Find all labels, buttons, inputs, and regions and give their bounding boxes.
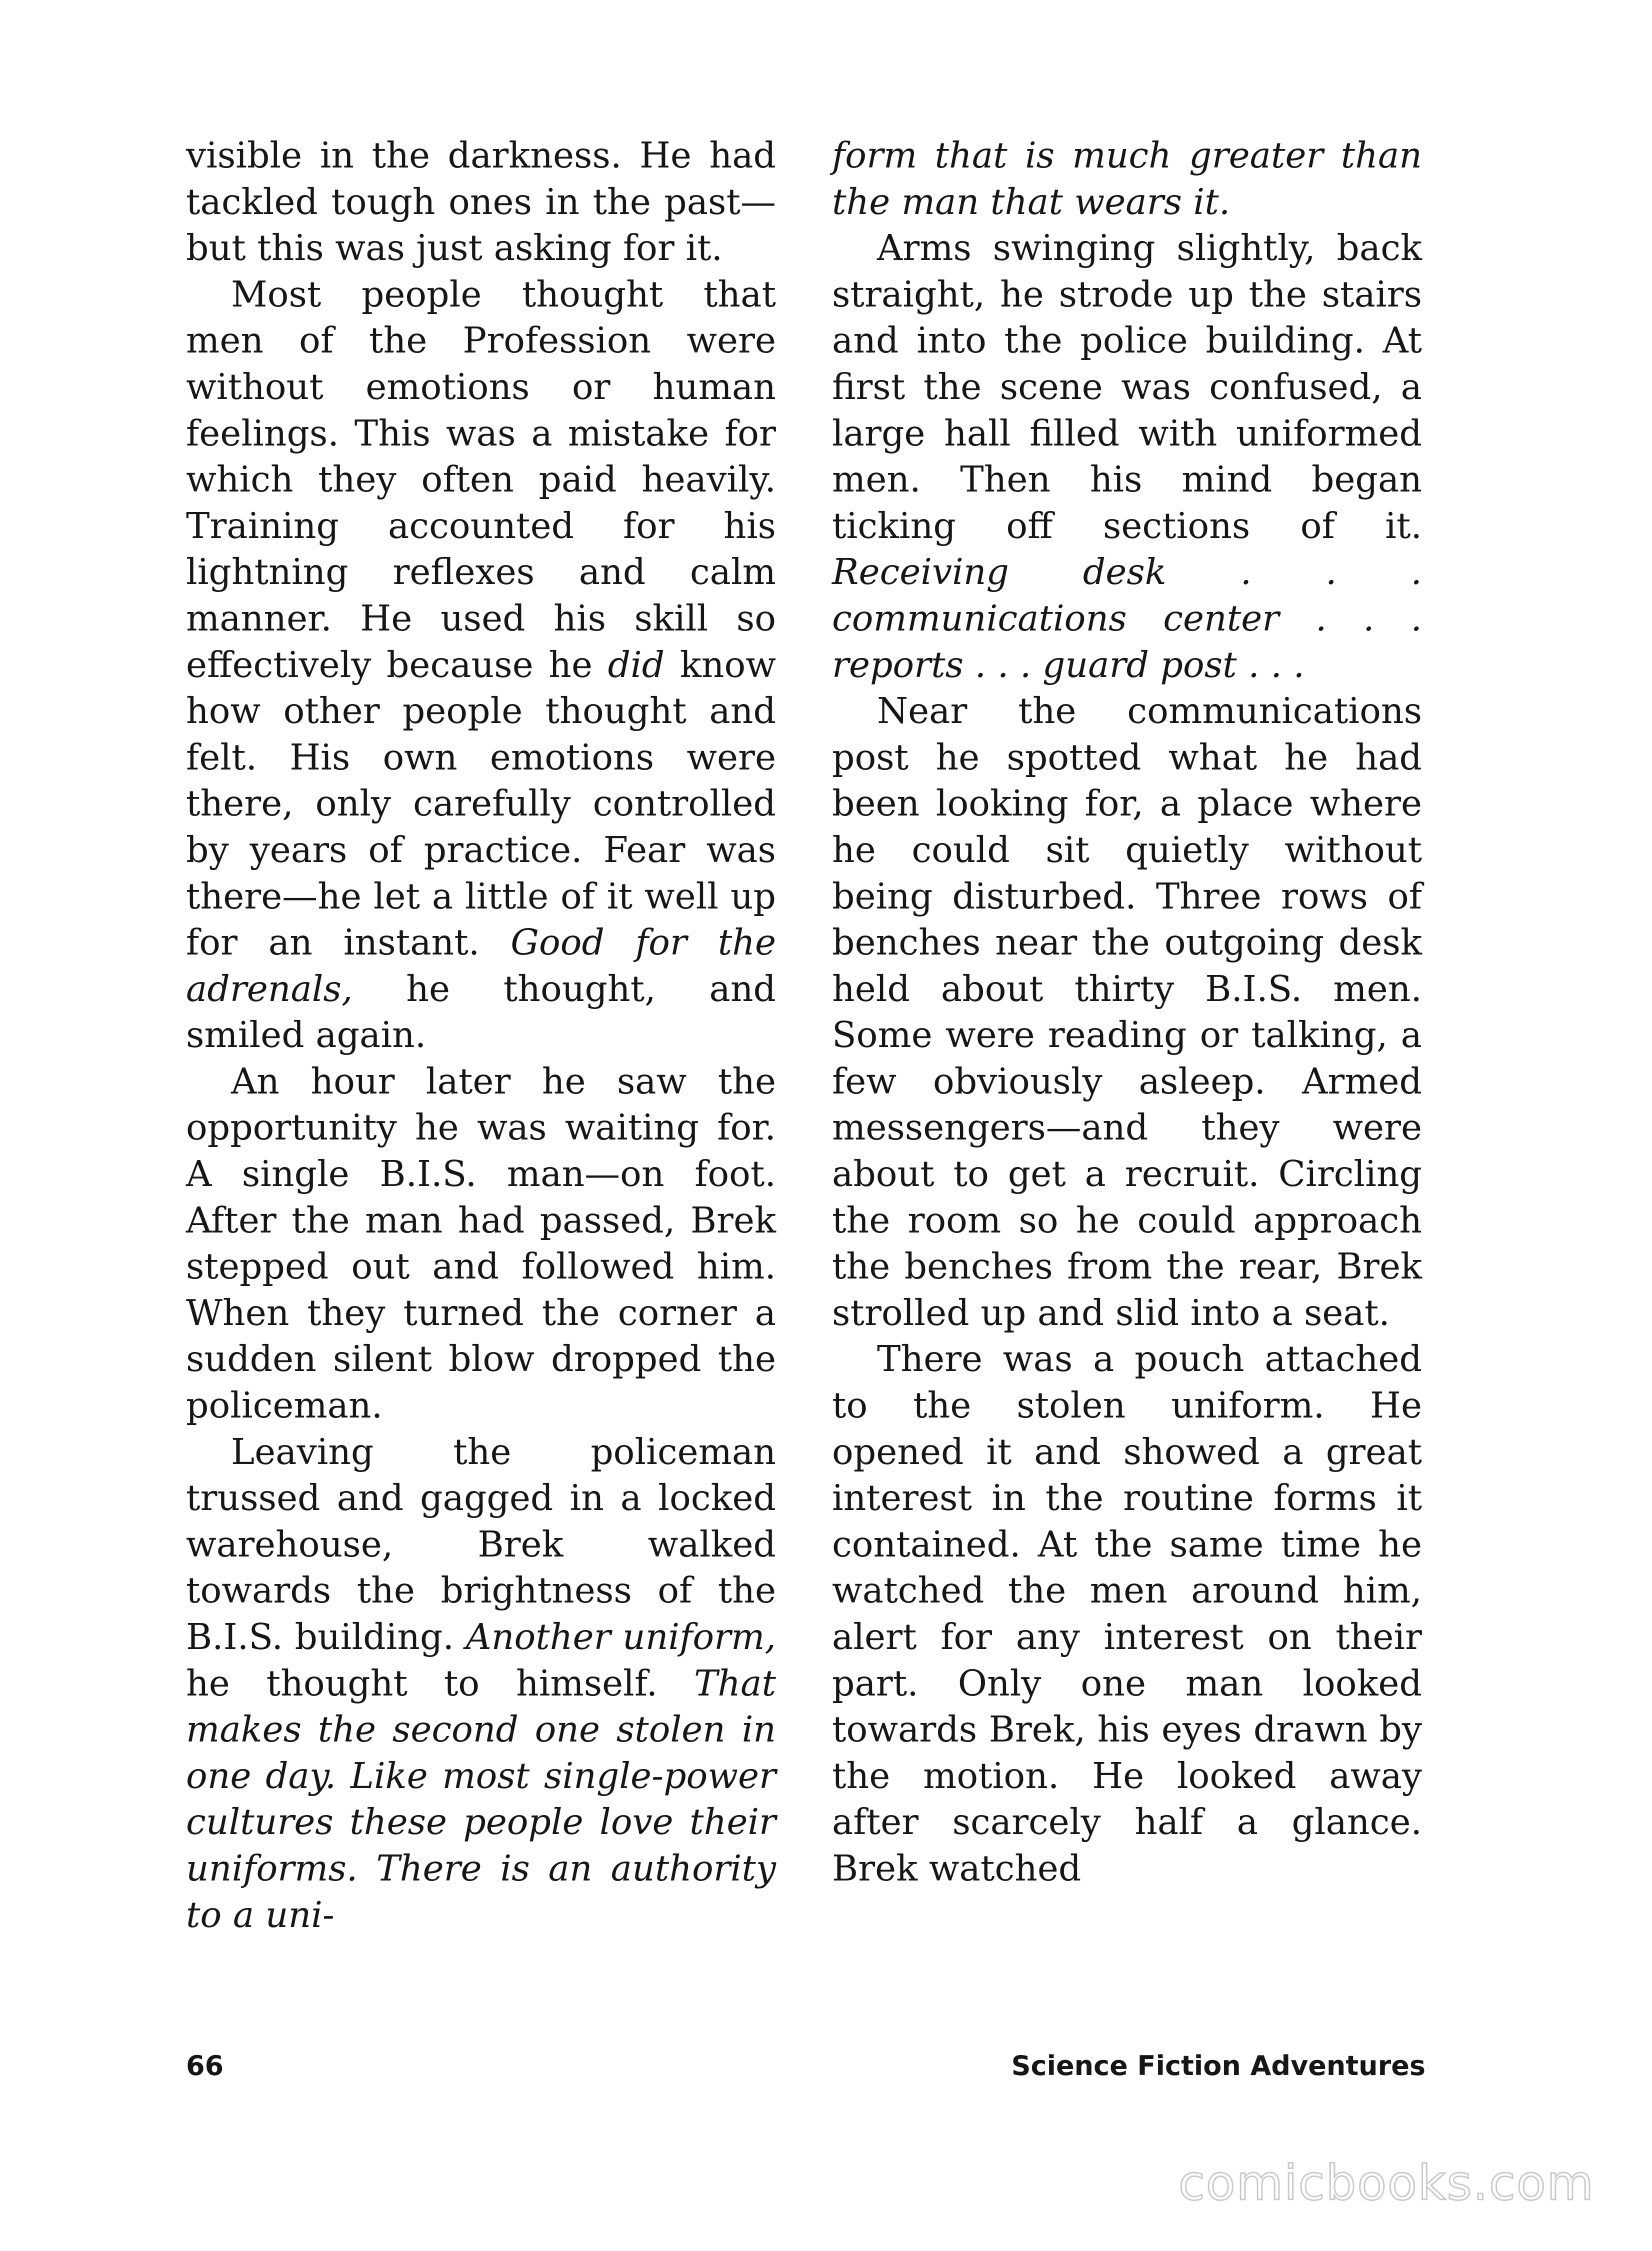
paragraph: Most people thought that men of the Profession were without emotions or human feelings. This was a mistake for which they often paid heavily. Training accounted for his lightning reflexes and calm manner. He used his skill so effectively because he did know how other people thought and felt. His own emotions were there, only carefully controlled by years of practice. Fear was there—he let a little of it well up for an instant. Good for the adrenals, he thought, and smiled again. (186, 273, 776, 1056)
italic-text: form that is much greater than the man that wears it. (832, 134, 1422, 222)
paragraph: Arms swinging slightly, back straight, he strode up the stairs and into the police building. At first the scene was confused, a large hall filled with uniformed men. Then his mind began ticking off sections of it. Receiving desk . . . communications center . . . reports . . . guard post . . . (832, 227, 1422, 686)
left-column (186, 132, 776, 1938)
watermark: comicbooks.com (1178, 2155, 1594, 2211)
paragraph: Leaving the policeman trussed and gagged in a locked warehouse, Brek walked towards the brightness of the B.I.S. building. Another uniform, he thought to himself. That makes the second one stolen in one day. Like most single-power cultures these people love their uniforms. There is an authority to a uni- (186, 1430, 776, 1936)
italic-text: Good for the adrenals, (186, 922, 776, 1010)
running-title: Science Fiction Adventures (1011, 2050, 1426, 2082)
paragraph: Near the communications post he spotted what he had been looking for, a place where he could sit quietly without being disturbed. Three rows of benches near the outgoing desk held about thirty B.I.S. men. Some were reading or talking, a few obviously asleep. Armed messengers—and they were about to get a recruit. Circling the room so he could approach the benches from the rear, Brek strolled up and slid into a seat. (832, 690, 1422, 1334)
italic-text: Receiving desk . . . communications center . . . reports . . . guard post . . . (832, 551, 1422, 686)
italic-text: Another uniform, (466, 1616, 776, 1658)
italic-text: That makes the second one stolen in one day. Like most single-power cultures these people love their uniforms. There is an authority to a uni- (186, 1662, 776, 1936)
page-number: 66 (186, 2050, 224, 2082)
italic-text: did (608, 644, 665, 686)
right-column (832, 132, 1422, 1892)
paragraph: visible in the darkness. He had tackled tough ones in the past—but this was just asking for it. (186, 134, 776, 269)
paragraph: There was a pouch attached to the stolen uniform. He opened it and showed a great interest in the routine forms it contained. At the same time he watched the men around him, alert for any interest on their part. Only one man looked towards Brek, his eyes drawn by the motion. He looked away after scarcely half a glance. Brek watched (832, 1338, 1422, 1889)
paragraph (832, 132, 1422, 225)
paragraph: An hour later he saw the opportunity he was waiting for. A single B.I.S. man—on foot. After the man had passed, Brek stepped out and followed him. When they turned the corner a sudden silent blow dropped the policeman. (186, 1060, 776, 1426)
